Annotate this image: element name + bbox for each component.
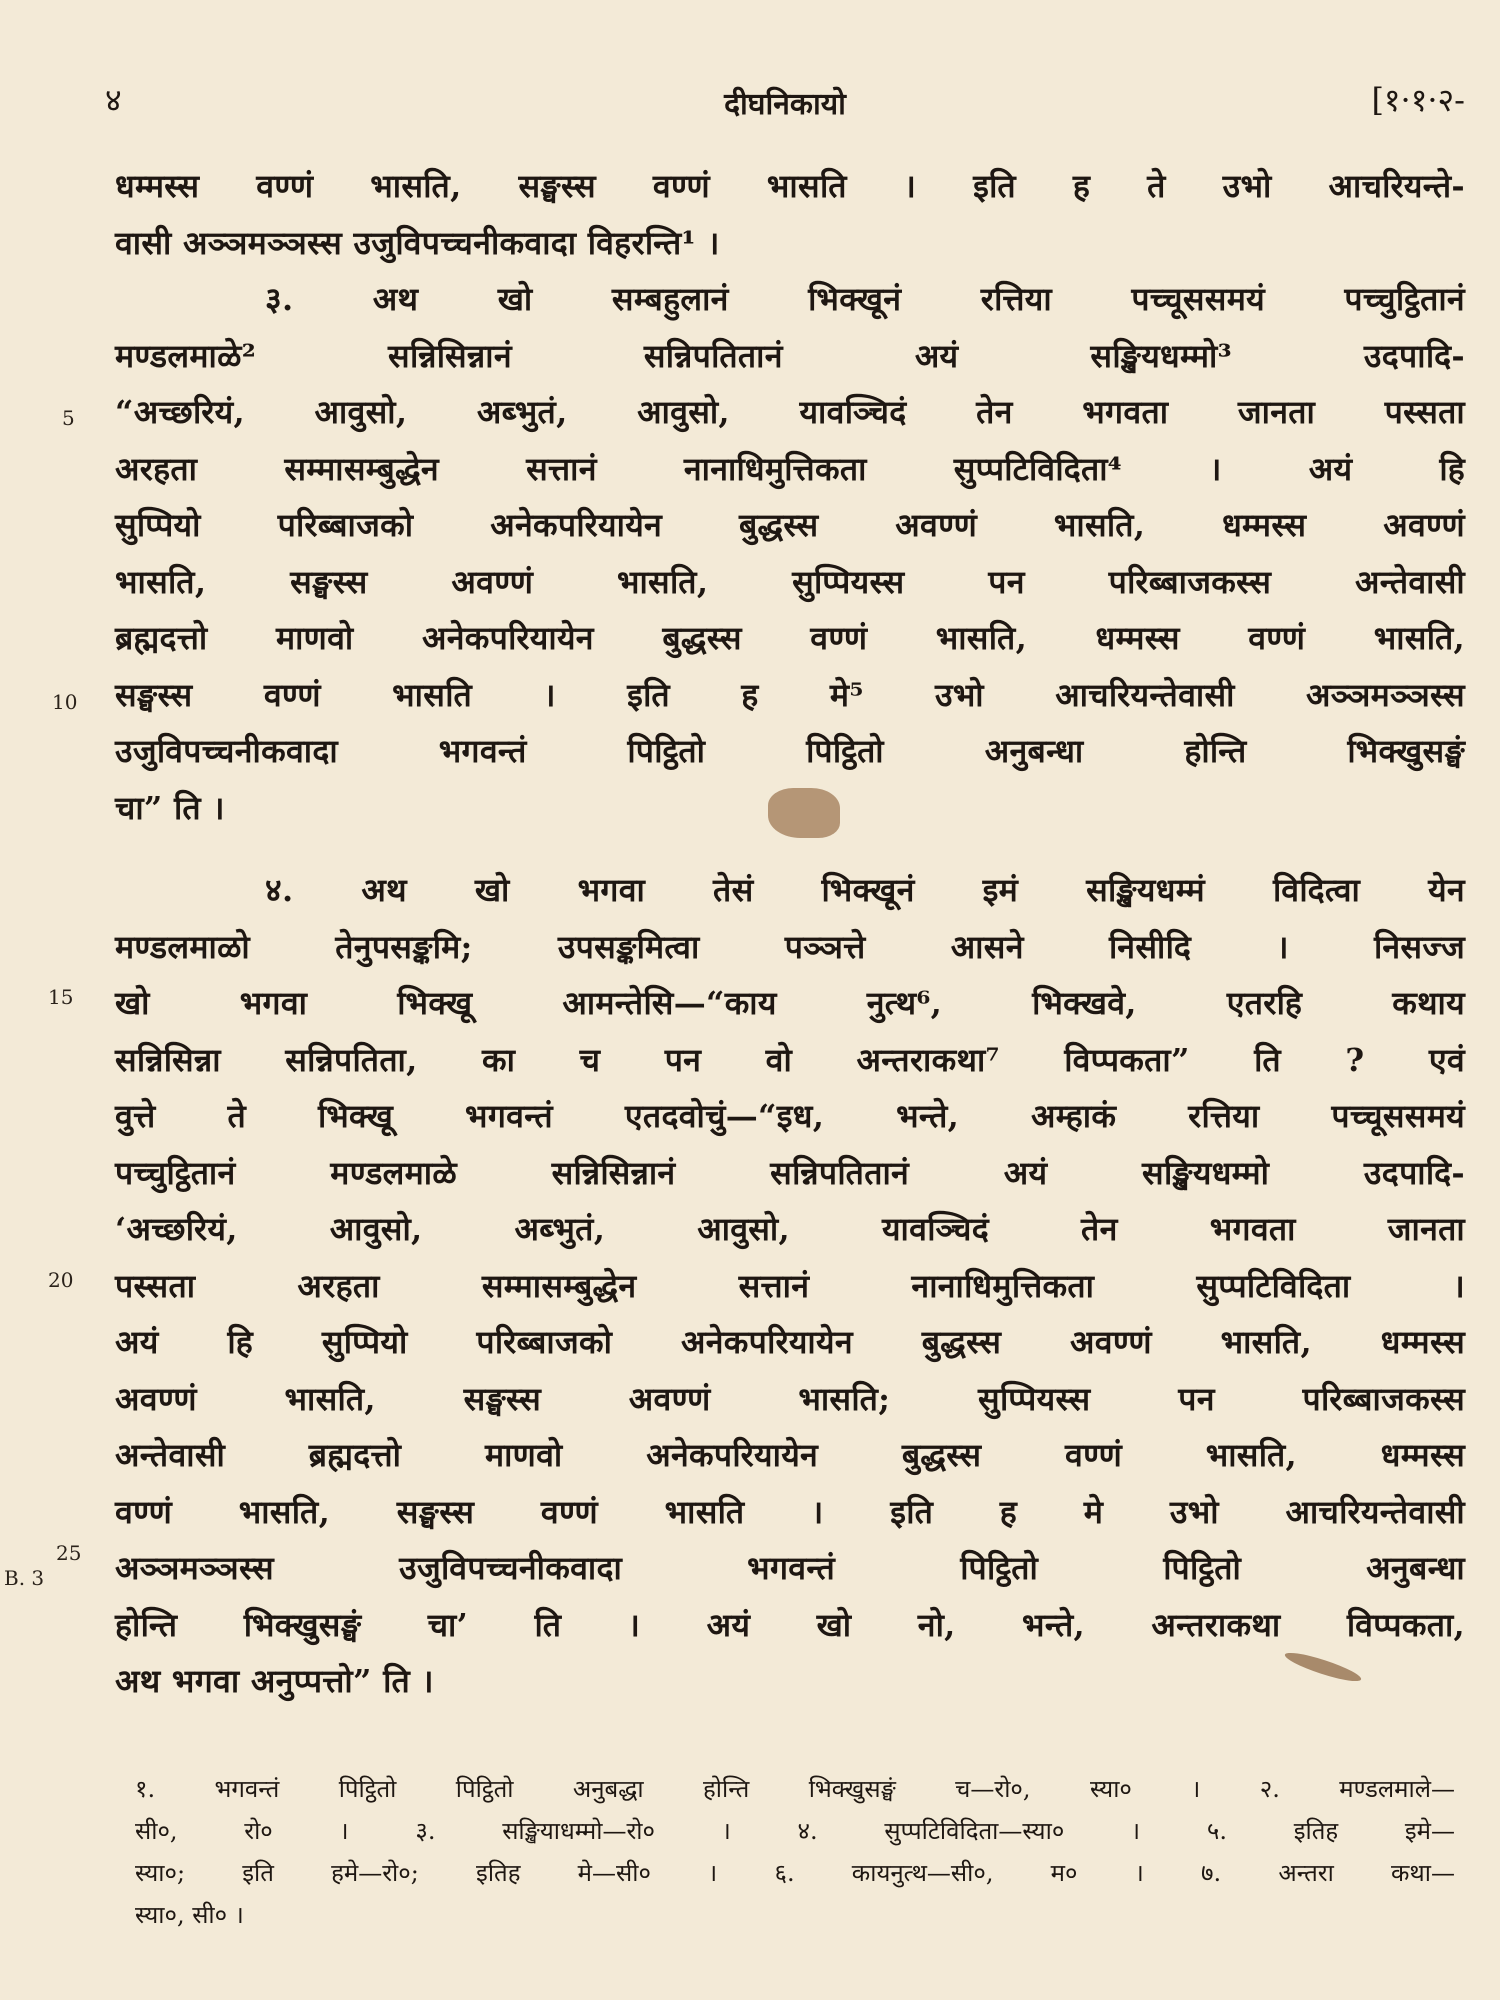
running-header [105, 78, 1465, 128]
text-line: अञ्ञमञ्ञस्स उजुविपच्चनीकवादा भगवन्तं पिट्ठितो पिट्ठितो अनुबन्धा [115, 1549, 1465, 1587]
text-line: अथ भगवा अनुप्पत्तो” ति । [115, 1662, 434, 1700]
footnotes [135, 1768, 1455, 1936]
margin-line-number-25: 25 [56, 1541, 82, 1565]
text-line: मण्डलमाळे² सन्निसिन्नानं सन्निपतितानं अयं सङ्खियधम्मो³ उदपादि- [115, 336, 1465, 375]
running-title: दीघनिकायो [724, 87, 846, 122]
paragraph-4-start: ४. अथ खो भगवा तेसं भिक्खूनं इमं सङ्खियधम्मं विदित्वा येन [265, 871, 1465, 909]
text-line: पच्चुट्ठितानं मण्डलमाळे सन्निसिन्नानं सन्निपतितानं अयं सङ्खियधम्मो उदपादि- [115, 1153, 1465, 1192]
text-line: सन्निसिन्ना सन्निपतिता, का च पन वो अन्तराकथा⁷ विप्पकता” ति ? एवं [115, 1040, 1465, 1079]
text-line: ‘अच्छरियं, आवुसो, अब्भुतं, आवुसो, यावञ्चिदं तेन भगवता जानता [115, 1210, 1465, 1248]
margin-edition-page-ref: B. 3 [4, 1566, 45, 1590]
text-line: ब्रह्मदत्तो माणवो अनेकपरियायेन बुद्धस्स वण्णं भासति, धम्मस्स वण्णं भासति, [115, 619, 1465, 657]
text-line: अयं हि सुप्पियो परिब्बाजको अनेकपरियायेन बुद्धस्स अवण्णं भासति, धम्मस्स [115, 1323, 1465, 1361]
text-line: वासी अञ्ञमञ्ञस्स उजुविपच्चनीकवादा विहरन्ति¹ । [115, 223, 720, 262]
text-line: मण्डलमाळो तेनुपसङ्कमि; उपसङ्कमित्वा पञ्ञत्ते आसने निसीदि । निसज्ज [115, 927, 1465, 966]
text-line: अरहता सम्मासम्बुद्धेन सत्तानं नानाधिमुत्तिकता सुप्पटिविदिता⁴ । अयं हि [115, 449, 1465, 488]
section-reference: [१·१·२- [1371, 81, 1465, 119]
margin-line-number-5: 5 [62, 406, 75, 430]
footnote-line: १. भगवन्तं पिट्ठितो पिट्ठितो अनुबद्धा होन्ति भिक्खुसङ्घं च—रो०, स्या० । २. मण्डलमाले— [135, 1775, 1455, 1803]
margin-line-number-20: 20 [48, 1268, 74, 1292]
margin-line-number-10: 10 [52, 690, 78, 714]
text-line: भासति, सङ्घस्स अवण्णं भासति, सुप्पियस्स पन परिब्बाजकस्स अन्तेवासी [115, 562, 1465, 601]
margin-line-number-15: 15 [48, 985, 74, 1009]
text-line: “अच्छरियं, आवुसो, अब्भुतं, आवुसो, यावञ्चिदं तेन भगवता जानता पस्सता [115, 393, 1465, 431]
text-line: उजुविपच्चनीकवादा भगवन्तं पिट्ठितो पिट्ठितो अनुबन्धा होन्ति भिक्खुसङ्घं [115, 732, 1465, 770]
paper-stain [768, 788, 840, 838]
text-line: सङ्घस्स वण्णं भासति । इति ह मे⁵ उभो आचरियन्तेवासी अञ्ञमञ्ञस्स [115, 675, 1465, 714]
text-line: होन्ति भिक्खुसङ्घं चा’ ति । अयं खो नो, भन्ते, अन्तराकथा विप्पकता, [115, 1605, 1465, 1644]
page-number: ४ [105, 81, 122, 119]
text-line: चा” ति । [115, 788, 225, 827]
main-text [115, 158, 1465, 1710]
text-line: धम्मस्स वण्णं भासति, सङ्घस्स वण्णं भासति । इति ह ते उभो आचरियन्ते- [115, 167, 1465, 205]
text-line: सुप्पियो परिब्बाजको अनेकपरियायेन बुद्धस्स अवण्णं भासति, धम्मस्स अवण्णं [115, 506, 1465, 544]
text-line: वुत्ते ते भिक्खू भगवन्तं एतदवोचुं—“इध, भन्ते, अम्हाकं रत्तिया पच्चूससमयं [115, 1097, 1465, 1135]
text-line: अवण्णं भासति, सङ्घस्स अवण्णं भासति; सुप्पियस्स पन परिब्बाजकस्स [115, 1379, 1465, 1418]
text-line: अन्तेवासी ब्रह्मदत्तो माणवो अनेकपरियायेन बुद्धस्स वण्णं भासति, धम्मस्स [115, 1436, 1465, 1474]
footnote-line: स्या०; इति हमे—रो०; इतिह मे—सी० । ६. कायनुत्थ—सी०, म० । ७. अन्तरा कथा— [135, 1859, 1455, 1887]
text-line: पस्सता अरहता सम्मासम्बुद्धेन सत्तानं नानाधिमुत्तिकता सुप्पटिविदिता । [115, 1266, 1465, 1305]
text-line: खो भगवा भिक्खू आमन्तेसि—“काय नुत्थ⁶, भिक्खवे, एतरहि कथाय [115, 984, 1465, 1022]
footnote-line: स्या०, सी० । [135, 1901, 244, 1929]
paragraph-3-start: ३. अथ खो सम्बहुलानं भिक्खूनं रत्तिया पच्चूससमयं पच्चुट्ठितानं [265, 280, 1465, 318]
footnote-line: सी०, रो० । ३. सङ्खियाधम्मो—रो० । ४. सुप्पटिविदिता—स्या० । ५. इतिह इमे— [135, 1817, 1455, 1845]
text-line: वण्णं भासति, सङ्घस्स वण्णं भासति । इति ह मे उभो आचरियन्तेवासी [115, 1492, 1465, 1531]
